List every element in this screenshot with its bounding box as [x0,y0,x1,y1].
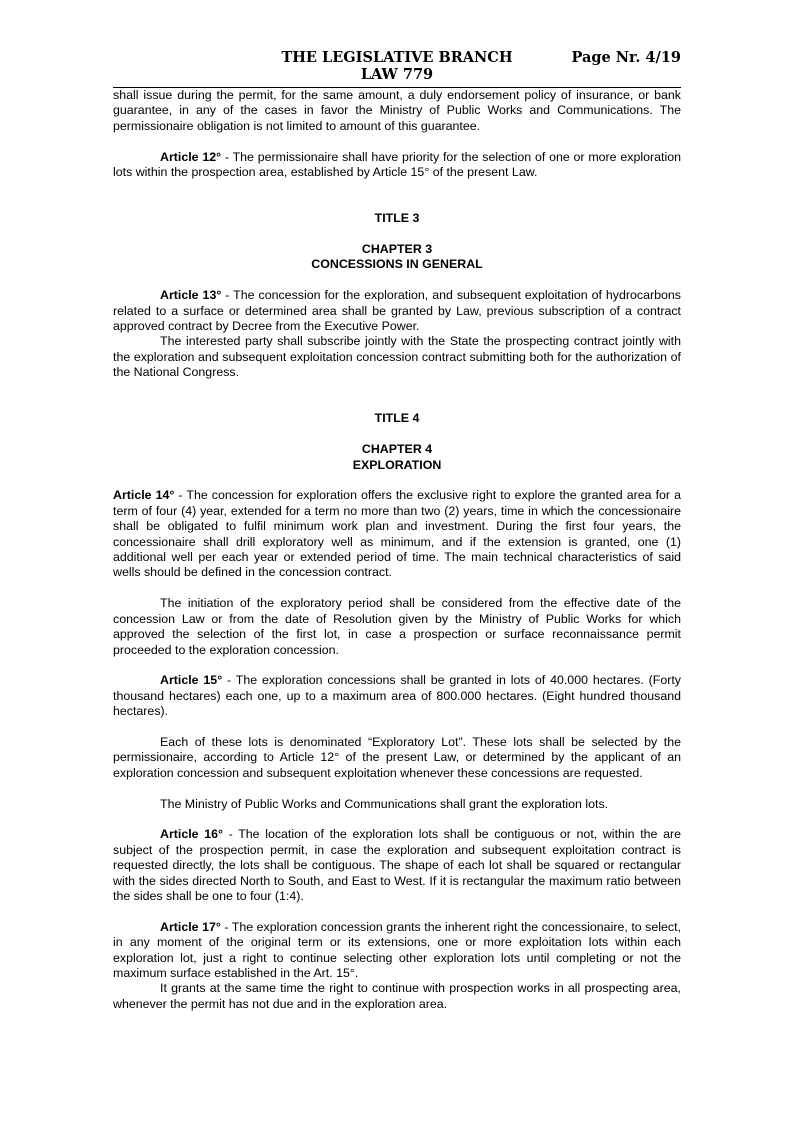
article-15-label: Article 15° [160,673,223,688]
article-13 [113,288,681,334]
article-12-text: - The permissionaire shall have priority for the selection of one or more exploration lots within the prospection area, established by Article 15° of the present Law. [113,149,681,180]
chapter-3-name: CONCESSIONS IN GENERAL [311,257,483,272]
continued-paragraph: shall issue during the permit, for the same amount, a duly endorsement policy of insurance, or bank guarantee, in any of the cases in favor the Ministry of Public Works and Communications. The permissionaire obligation is not limited to amount of this guarantee. [113,88,681,133]
chapter-3: CHAPTER 3 [361,242,433,257]
document-page [113,48,681,1012]
article-15-paragraph-3: The Ministry of Public Works and Communications shall grant the exploration lots. [160,796,609,811]
page-header [113,48,681,88]
title-4: TITLE 4 [374,411,420,426]
article-15-text: - The exploration concessions shall be granted in lots of 40.000 hectares. (Forty thousand hectares) each one, up to a maximum area of 800.000 hectares. (Eight hundred thousand hectares). [113,673,681,719]
header-subtitle: LAW 779 [360,66,434,83]
article-12-label: Article 12° [160,149,222,164]
header-title: THE LEGISLATIVE BRANCH [281,49,513,66]
article-17-text: - The exploration concession grants the inherent right the concessionaire, to select, in any moment of the original term or its extensions, one or more exploitation lots within each exploration lot, just a right to continue selecting other exploration lots until completing or not the maximum surface established in the Art. 15°. [113,919,681,980]
article-14 [113,488,681,580]
article-16 [113,827,681,904]
article-17-paragraph-2: It grants at the same time the right to continue with prospection works in all prospecting area, whenever the permit has not due and in the exploration area. [113,981,681,1011]
article-15 [113,673,681,719]
article-13-paragraph-2: The interested party shall subscribe jointly with the State the prospecting contract jointly with the exploration and subsequent exploitation concession contract submitting both for the authorization of the National Congress. [113,334,681,380]
article-16-label: Article 16° [160,827,223,842]
article-13-label: Article 13° [160,288,222,303]
page-number: Page Nr. 4/19 [571,49,681,66]
chapter-4-name: EXPLORATION [352,457,442,472]
header-rule [113,87,681,88]
document-body [113,88,681,1012]
article-16-text: - The location of the exploration lots shall be contiguous or not, within the are subject of the prospection permit, in case the exploration and subsequent exploitation contract is requested directly, the lots shall be contiguous. The shape of each lot shall be squared or rectangular with the sides directed North to South, and East to West. If it is rectangular the maximum ratio between the sides shall be one to four (1:4). [113,827,681,903]
article-14-text: - The concession for exploration offers the exclusive right to explore the granted area for a term of four (4) year, extended for a term no more than two (2) years, time in which the concessionaire shall be obligated to fulfil minimum work plan and investment. During the first four years, the concessionaire shall drill exploratory well as minimum, and if the extension is granted, one (1) additional well per each year or extended period of time. The main technical characteristics of said wells should be defined in the concession contract. [113,488,681,580]
chapter-4: CHAPTER 4 [361,442,433,457]
article-14-paragraph-2: The initiation of the exploratory period shall be considered from the effective date of the concession Law or from the date of Resolution given by the Ministry of Public Works for which approved the selection of the first lot, in case a prospection or surface reconnaissance permit proceeded to the exploration concession. [113,596,681,657]
article-13-text: - The concession for the exploration, and subsequent exploitation of hydrocarbons related to a surface or determined area shall be granted by Law, previous subscription of a contract approved contract by Decree from the Executive Power. [113,288,681,334]
title-3: TITLE 3 [374,211,420,226]
article-15-paragraph-2: Each of these lots is denominated “Exploratory Lot”. These lots shall be selected by the permissionaire, according to Article 12° of the present Law, or determined by the applicant of an exploration concession and subsequent exploitation whenever these concessions are requested. [113,734,681,780]
article-17-label: Article 17° [160,919,221,934]
article-14-label: Article 14° [113,488,175,503]
article-12 [113,150,681,181]
article-17 [113,920,681,982]
